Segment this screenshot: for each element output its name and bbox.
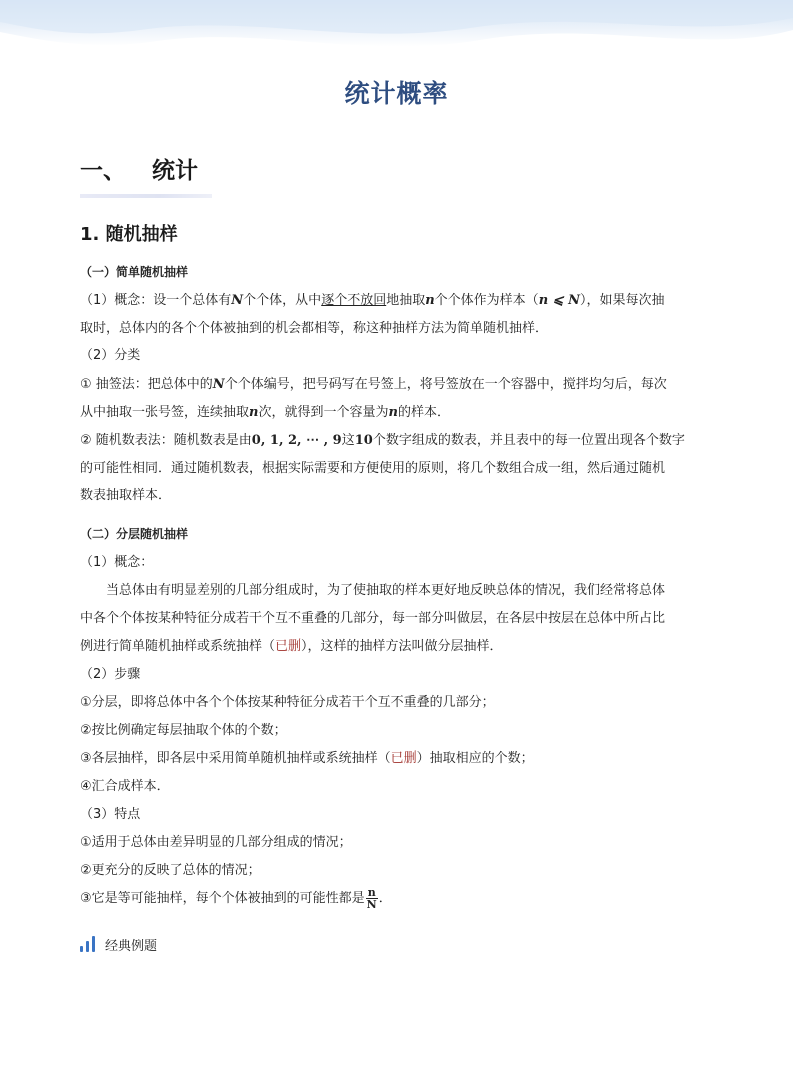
text-span: ② 随机数表法：随机数表是由 <box>80 433 252 448</box>
section-underline-bar <box>80 194 212 198</box>
example-label: 经典例题 <box>105 938 158 954</box>
text-span: ），这样的抽样方法叫做分层抽样． <box>301 639 503 654</box>
text-span: 个个体编号，把号码写在号签上，将号签放在一个容器中，搅拌均匀后，每次 <box>224 377 667 392</box>
feature-1: ①适用于总体由差异明显的几部分组成的情况； <box>80 835 352 850</box>
math-N: N <box>231 293 244 308</box>
text-span: ）抽取相应的个数； <box>416 751 534 766</box>
section-number: 一、 <box>80 158 126 184</box>
concept-line-1 <box>80 291 720 311</box>
random-table-line-2: 的可能性相同．通过随机数表，根据实际需要和方便使用的原则，将几个数组合成一组，然后通过随机 <box>80 461 666 476</box>
stratified-para-line-3 <box>80 637 720 657</box>
text-span: 个个体作为样本（ <box>434 293 539 308</box>
text-span: 从中抽取一张号签，连续抽取 <box>80 405 250 420</box>
subsection-heading-random-sampling: 1. 随机抽样 <box>80 224 178 245</box>
features-heading: （3）特点 <box>80 807 141 822</box>
step-4: ④汇合成样本． <box>80 779 170 794</box>
text-span: 例进行简单随机抽样或系统抽样（ <box>80 639 276 654</box>
part-heading-simple-random-sampling: （一）简单随机抽样 <box>80 265 189 279</box>
math-n: n <box>249 405 259 420</box>
random-table-line-3: 数表抽取样本． <box>80 488 172 503</box>
part-heading-stratified-sampling: （二）分层随机抽样 <box>80 527 189 541</box>
text-span: ① 抽签法：把总体中的 <box>80 377 213 392</box>
text-span: ③各层抽样，即各层中采用简单随机抽样或系统抽样（ <box>80 751 391 766</box>
math-digits: 0, 1, 2, ⋯ , 9 <box>251 433 342 448</box>
bar-chart-icon <box>80 936 95 952</box>
text-span: 次，就得到一个容量为 <box>258 405 389 420</box>
lottery-line-1 <box>80 375 720 395</box>
section-label: 统计 <box>152 158 198 184</box>
step-3 <box>80 749 720 769</box>
section-heading-statistics <box>80 152 198 185</box>
deleted-mark: 已删 <box>275 639 302 654</box>
header-wave-decoration <box>0 0 793 60</box>
concept-line-2: 取时，总体内的各个个体被抽到的机会都相等，称这种抽样方法为简单随机抽样． <box>80 321 549 336</box>
math-n: n <box>425 293 435 308</box>
underlined-term: 逐个不放回 <box>321 293 387 308</box>
text-span: 个个体，从中 <box>243 293 322 308</box>
text-span: ③它是等可能抽样，每个个体被抽到的可能性都是 <box>80 891 365 906</box>
lottery-line-2 <box>80 403 720 423</box>
classify-heading: （2）分类 <box>80 348 141 363</box>
text-span: 地抽取 <box>386 293 426 308</box>
text-span: 个数字组成的数表，并且表中的每一位置出现各个数字 <box>372 433 685 448</box>
fraction-denominator: N <box>366 898 377 911</box>
text-span: （1）概念：设一个总体有 <box>80 293 232 308</box>
step-1: ①分层，即将总体中各个个体按某种特征分成若干个互不重叠的几部分； <box>80 695 495 710</box>
math-n: n <box>388 405 398 420</box>
text-span: 这 <box>341 433 355 448</box>
text-span: 的样本． <box>397 405 450 420</box>
math-condition: n ⩽ N <box>538 293 580 308</box>
feature-2: ②更充分的反映了总体的情况； <box>80 863 261 878</box>
stratified-para-line-1: 当总体由有明显差别的几部分组成时，为了使抽取的样本更好地反映总体的情况，我们经常将总体 <box>106 583 666 598</box>
steps-heading: （2）步骤 <box>80 667 141 682</box>
fraction-n-over-N <box>366 887 378 910</box>
text-span: ），如果每次抽 <box>579 293 665 308</box>
random-table-line-1 <box>80 431 720 451</box>
page-title: 统计概率 <box>344 79 449 108</box>
math-ten: 10 <box>354 433 373 448</box>
fraction-numerator: n <box>366 887 378 899</box>
text-span: ． <box>378 891 392 906</box>
deleted-mark: 已删 <box>390 751 417 766</box>
stratified-concept-heading: （1）概念： <box>80 555 154 570</box>
step-2: ②按比例确定每层抽取个体的个数； <box>80 723 287 738</box>
feature-3 <box>80 887 720 910</box>
math-N: N <box>212 377 225 392</box>
stratified-para-line-2: 中各个个体按某种特征分成若干个互不重叠的几部分，每一部分叫做层，在各层中按层在总体中所占比 <box>80 611 666 626</box>
example-section-heading <box>80 934 157 954</box>
